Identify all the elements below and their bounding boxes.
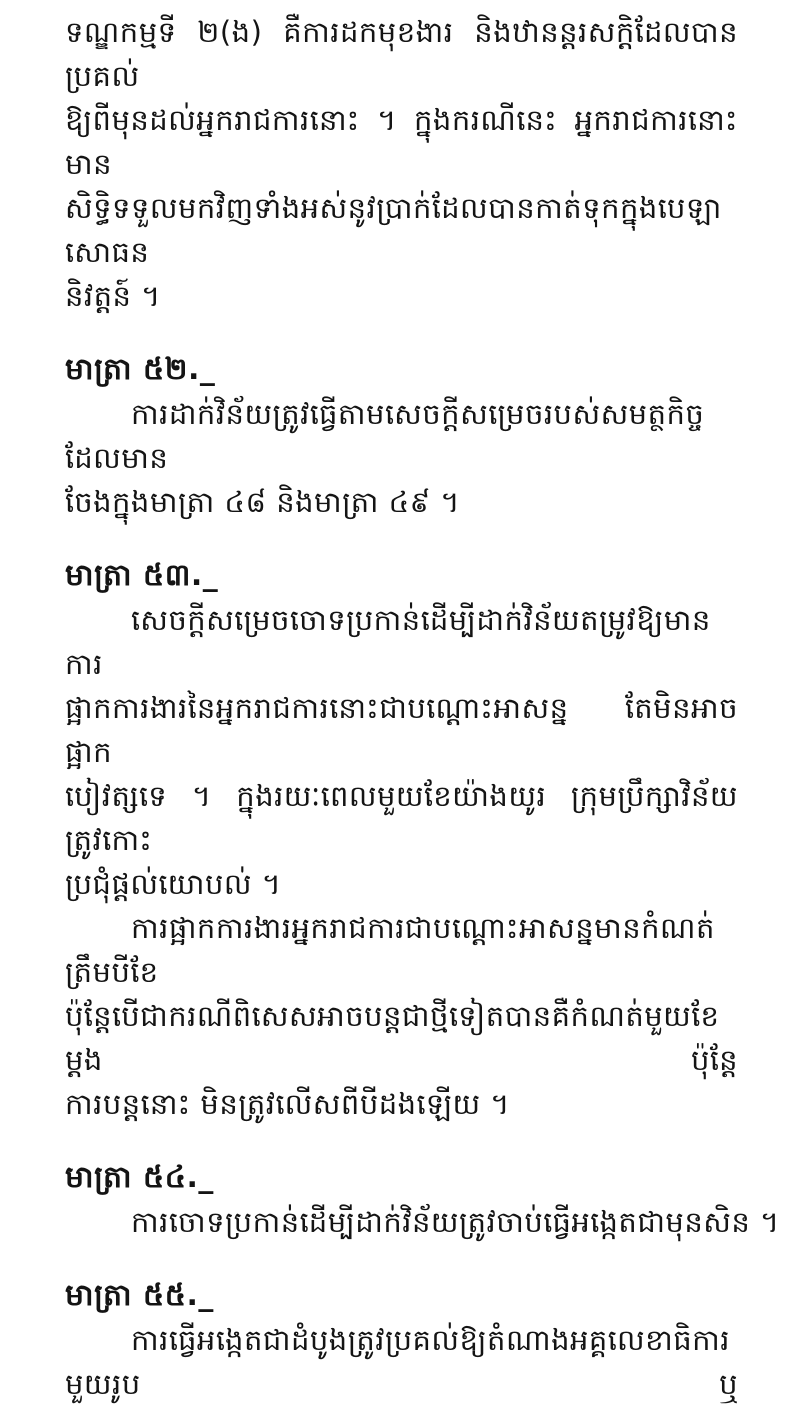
text-line: ផ្អាកការងារនៃអ្នករាជការនោះជាបណ្តោះអាសន្ន តែមិនអាចផ្អាក xyxy=(65,691,738,769)
article-53-paragraph-1 xyxy=(65,598,738,906)
article-54-heading: មាត្រា ៥៤._ xyxy=(65,1160,214,1195)
article-55-paragraph xyxy=(65,1318,738,1406)
article-52-paragraph xyxy=(65,392,738,524)
article-53-paragraph-2 xyxy=(65,906,738,1126)
text-line: ប៉ុន្តែបើជាករណីពិសេសអាចបន្តជាថ្មីទៀតបានគឺកំណត់មួយខែម្តង ប៉ុន្តែ xyxy=(65,999,738,1077)
text-line: ទណ្ឌកម្មទី ២(ង) គឺការដកមុខងារ និងឋានន្តរសក្តិដែលបានប្រគល់ xyxy=(65,15,738,93)
intro-paragraph xyxy=(65,10,738,318)
article-54-paragraph xyxy=(65,1200,780,1244)
text-line: ចែងក្នុងមាត្រា ៤៨ និងមាត្រា ៤៩ ។ xyxy=(65,485,460,519)
article-52-heading: មាត្រា ៥២._ xyxy=(65,352,216,387)
article-53-heading: មាត្រា ៥៣._ xyxy=(65,558,219,593)
text-line: ការចោទប្រកាន់ដើម្បីដាក់វិន័យត្រូវចាប់ធ្វើអង្កេតជាមុនសិន ។ xyxy=(131,1205,780,1239)
text-line: ការបន្តនោះ មិនត្រូវលើសពីបីដងឡើយ ។ xyxy=(65,1087,510,1121)
text-line: សិទ្ធិទទួលមកវិញទាំងអស់នូវប្រាក់ដែលបានកាត់ទុកក្នុងបេឡាសោធន xyxy=(65,191,722,269)
text-line: សេចក្តីសម្រេចចោទប្រកាន់ដើម្បីដាក់វិន័យតម្រូវឱ្យមានការ xyxy=(65,603,711,681)
text-line: ប្រជុំផ្តល់យោបល់ ។ xyxy=(65,867,282,901)
text-line: ការដាក់វិន័យត្រូវធ្វើតាមសេចក្តីសម្រេចរបស់សមត្ថកិច្ចដែលមាន xyxy=(65,397,705,475)
article-55-heading: មាត្រា ៥៥._ xyxy=(65,1278,214,1313)
text-line: ការផ្អាកការងារអ្នករាជការជាបណ្តោះអាសន្នមានកំណត់ត្រឹមបីខែ xyxy=(65,911,715,989)
text-line: ការធ្វើអង្កេតជាដំបូងត្រូវប្រគល់ឱ្យតំណាងអគ្គលេខាធិការមួយរូប ឬ xyxy=(65,1323,738,1401)
text-line: ឱ្យពីមុនដល់អ្នករាជការនោះ ។ ក្នុងករណីនេះ អ្នករាជការនោះមាន xyxy=(65,103,738,181)
text-line: និវត្តន៍ ។ xyxy=(65,279,161,313)
text-line: បៀវត្សទេ ។ ក្នុងរយៈពេលមួយខែយ៉ាងយូរ ក្រុមប្រឹក្សាវិន័យត្រូវកោះ xyxy=(65,779,738,857)
